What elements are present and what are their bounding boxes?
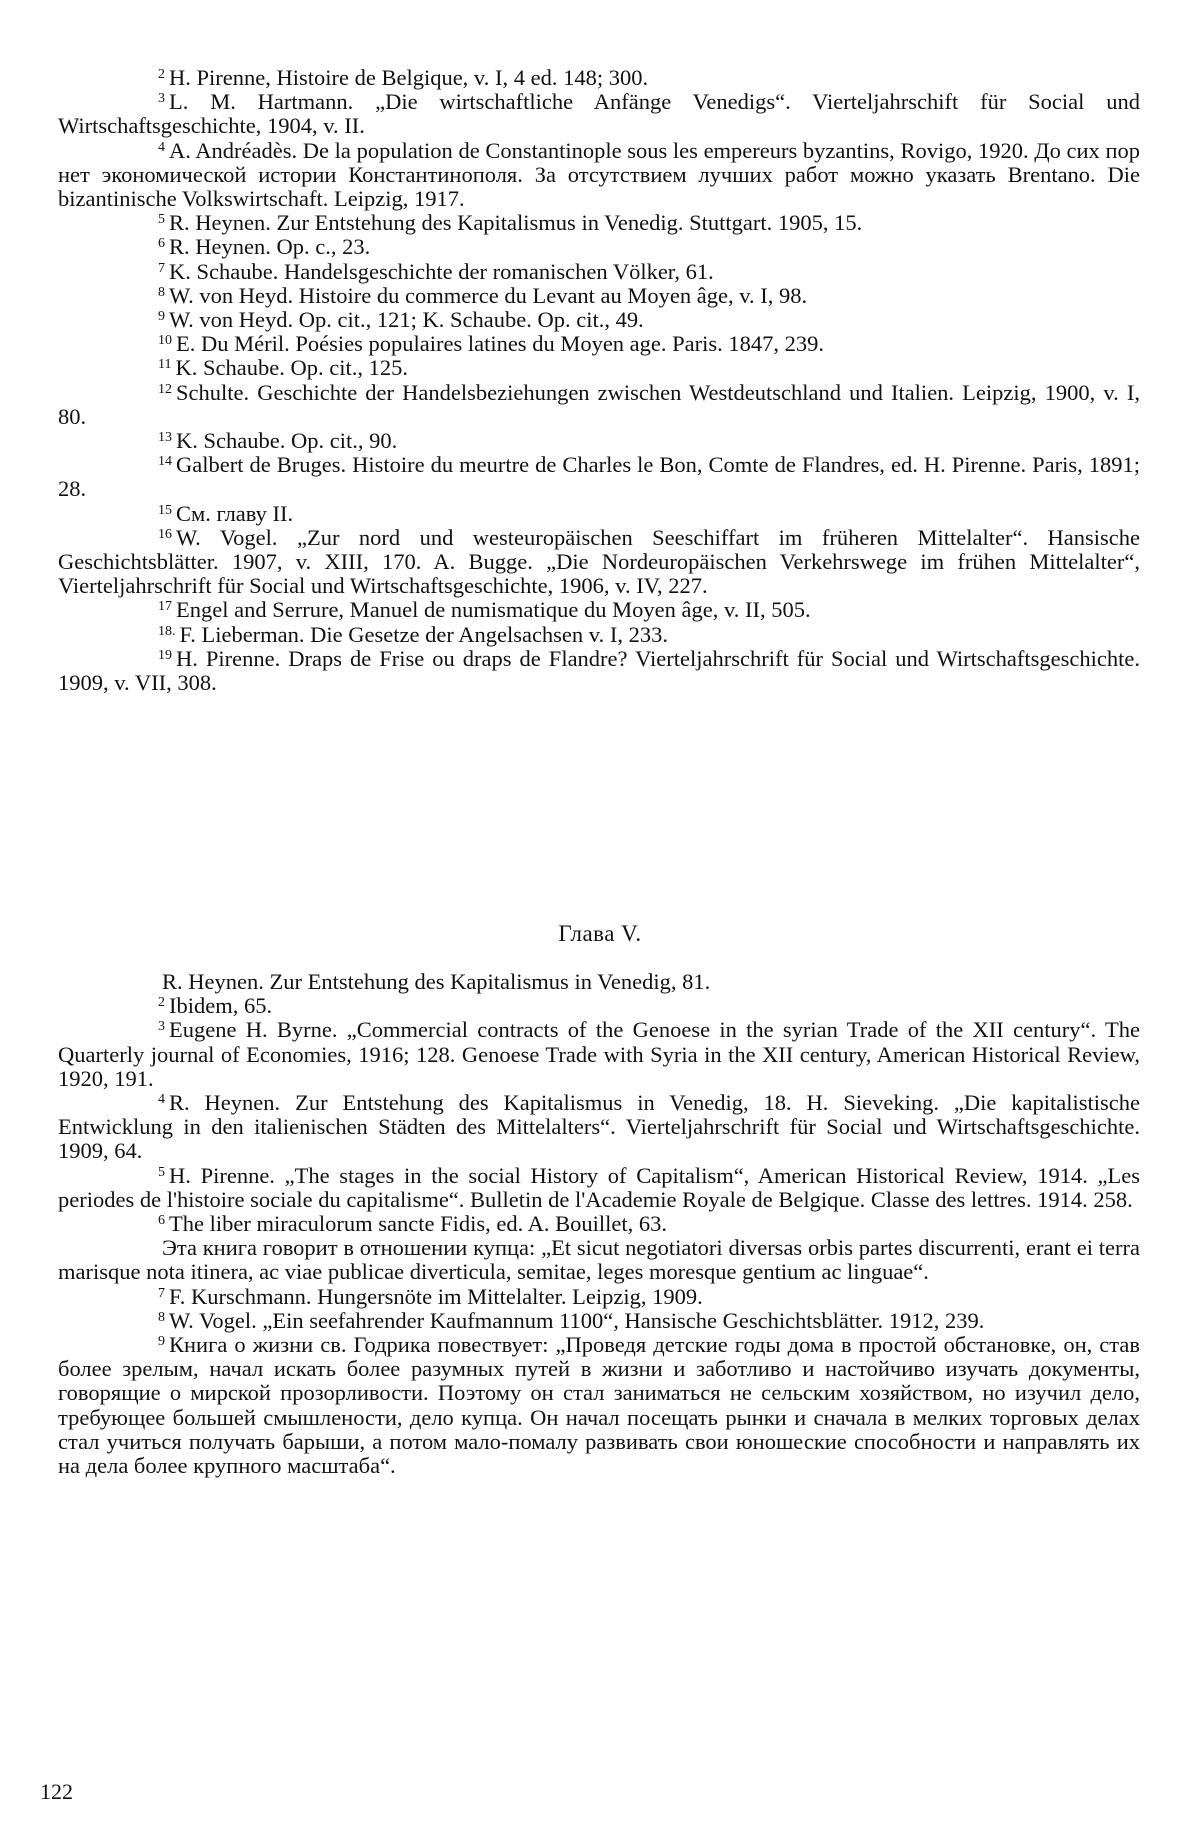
footnote xyxy=(58,1018,1140,1091)
footnote-text: L. M. Hartmann. „Die wirtschaftliche Anfänge Venedigs“. Vierteljahrschift für Social und Wirtschaftsgeschichte, 1904, v. II. xyxy=(58,89,1140,138)
footnote-number: 4 xyxy=(158,140,165,155)
footnote-number: 14 xyxy=(158,454,172,469)
footnote-text: См. главу II. xyxy=(176,501,293,526)
footnote-number: 9 xyxy=(158,1334,165,1349)
footnote-text: Эта книга говорит в отношении купца: „Et sicut negotiatori diversas orbis partes discurrenti, erant ei terra marisque nota itinera, ac viae publicae diverticula, semitae, leges moresque gentium ac linguae“. xyxy=(58,1235,1140,1284)
footnote xyxy=(58,66,1140,90)
footnote-number: 7 xyxy=(158,261,165,276)
footnotes-chapter-4 xyxy=(58,66,1140,695)
footnote xyxy=(58,623,1140,647)
footnote-text: R. Heynen. Zur Entstehung des Kapitalismus in Venedig, 81. xyxy=(162,969,710,994)
footnote-text: K. Schaube. Op. cit., 90. xyxy=(176,428,397,453)
footnote xyxy=(58,1285,1140,1309)
footnote-number: 15 xyxy=(158,503,172,518)
page-number: 122 xyxy=(40,1780,73,1804)
footnote-number: 4 xyxy=(158,1092,165,1107)
footnote-number: 9 xyxy=(158,309,165,324)
footnote xyxy=(58,1091,1140,1164)
footnote-number: 8 xyxy=(158,285,165,300)
footnote xyxy=(58,970,1140,994)
footnote-text: R. Heynen. Op. c., 23. xyxy=(169,234,370,259)
footnote xyxy=(58,332,1140,356)
footnote-text: The liber miraculorum sancte Fidis, ed. A. Bouillet, 63. xyxy=(169,1211,667,1236)
footnote xyxy=(58,647,1140,695)
footnote-number: 12 xyxy=(158,382,172,397)
footnote-text: Schulte. Geschichte der Handelsbeziehungen zwischen Westdeutschland und Italien. Leipzig, 1900, v. I, 80. xyxy=(58,380,1140,429)
footnote-text: W. von Heyd. Histoire du commerce du Levant au Moyen âge, v. I, 98. xyxy=(169,283,807,308)
footnote-number: 6 xyxy=(158,1213,165,1228)
footnote xyxy=(58,598,1140,622)
footnote-text: R. Heynen. Zur Entstehung des Kapitalismus in Venedig. Stuttgart. 1905, 15. xyxy=(169,210,862,235)
footnote-text: K. Schaube. Op. cit., 125. xyxy=(175,355,407,380)
footnote-number: 19 xyxy=(158,648,172,663)
footnote-number: 3 xyxy=(158,1019,165,1034)
footnote xyxy=(58,284,1140,308)
footnote-number: 11 xyxy=(158,357,171,372)
footnote-number: 3 xyxy=(158,91,165,106)
footnote-text: H. Pirenne, Histoire de Belgique, v. I, 4 ed. 148; 300. xyxy=(169,65,648,90)
footnote-text: E. Du Méril. Poésies populaires latines du Moyen age. Paris. 1847, 239. xyxy=(176,331,824,356)
footnote-text: W. Vogel. „Zur nord und westeuropäischen Seeschiffart im früheren Mittelalter“. Hansische Geschichtsblätter. 1907, v. XIII, 170. A. Bugge. „Die Nordeuropäischen Verkehrswege im frühen Mittelalter“, Vierteljahrschrift für Social und Wirtschaftsgeschichte, 1906, v. IV, 227. xyxy=(58,525,1140,598)
footnotes-chapter-5 xyxy=(58,970,1140,1478)
footnote xyxy=(58,211,1140,235)
footnote-number: 7 xyxy=(158,1286,165,1301)
footnote xyxy=(58,994,1140,1018)
footnote-text: F. Kurschmann. Hungersnöte im Mittelalter. Leipzig, 1909. xyxy=(169,1284,703,1309)
footnote-text: K. Schaube. Handelsgeschichte der romanischen Völker, 61. xyxy=(169,259,714,284)
footnote-number: 10 xyxy=(158,333,172,348)
footnote xyxy=(58,139,1140,212)
footnote-number: 13 xyxy=(158,430,172,445)
footnote xyxy=(58,356,1140,380)
footnote-number: 6 xyxy=(158,236,165,251)
footnote xyxy=(58,381,1140,429)
book-page xyxy=(0,0,1200,1840)
footnote-text: W. von Heyd. Op. cit., 121; K. Schaube. Op. cit., 49. xyxy=(169,307,644,332)
footnote xyxy=(58,1212,1140,1236)
footnote xyxy=(58,526,1140,599)
footnote-text: Ibidem, 65. xyxy=(169,993,272,1018)
footnote-number: 2 xyxy=(158,995,165,1010)
footnote-number: 8 xyxy=(158,1310,165,1325)
footnote-number: 16 xyxy=(158,527,172,542)
footnote xyxy=(58,308,1140,332)
footnote-text: H. Pirenne. „The stages in the social History of Capitalism“, American Historical Review, 1914. „Les periodes de l'histoire sociale du capitalisme“. Bulletin de l'Academie Royale de Belgique. Classe des lettres. 1914. 258. xyxy=(58,1163,1140,1212)
footnote xyxy=(58,235,1140,259)
footnote-number: 2 xyxy=(158,67,165,82)
footnote-number: 5 xyxy=(158,1165,165,1180)
footnote-text: H. Pirenne. Draps de Frise ou draps de Flandre? Vierteljahrschrift für Social und Wirtschaftsgeschichte. 1909, v. VII, 308. xyxy=(58,646,1140,695)
footnote xyxy=(58,1333,1140,1478)
footnote xyxy=(58,453,1140,501)
footnote-text: W. Vogel. „Ein seefahrender Kaufmannum 1100“, Hansische Geschichtsblätter. 1912, 239. xyxy=(169,1308,984,1333)
footnote-number: 17 xyxy=(158,599,172,614)
footnote-text: Galbert de Bruges. Histoire du meurtre de Charles le Bon, Comte de Flandres, ed. H. Pirenne. Paris, 1891; 28. xyxy=(58,452,1140,501)
footnote xyxy=(58,1164,1140,1212)
footnote-text: Eugene H. Byrne. „Commercial contracts of the Genoese in the syrian Trade of the XII century“. The Quarterly journal of Economies, 1916; 128. Genoese Trade with Syria in the XII century, American Historical Review, 1920, 191. xyxy=(58,1017,1140,1090)
footnote-text: R. Heynen. Zur Entstehung des Kapitalismus in Venedig, 18. H. Sieveking. „Die kapitalistische Entwicklung in den italienischen Städten des Mittelalters“. Vierteljahrschrift für Social und Wirtschaftsgeschichte. 1909, 64. xyxy=(58,1090,1140,1163)
footnote-continuation xyxy=(58,1236,1140,1284)
footnote xyxy=(58,260,1140,284)
footnote xyxy=(58,1309,1140,1333)
footnote-number: 5 xyxy=(158,212,165,227)
footnote-text: A. Andréadès. De la population de Constantinople sous les empereurs byzantins, Rovigo, 1920. До сих пор нет экономической истории Константинополя. За отсутствием лучших работ можно указать Brentano. Die bizantinische Volkswirtschaft. Leipzig, 1917. xyxy=(58,138,1140,211)
chapter-title: Глава V. xyxy=(0,921,1200,947)
footnote xyxy=(58,502,1140,526)
footnote-text: Книга о жизни св. Годрика повествует: „Проведя детские годы дома в простой обстановке, он, став более зрелым, начал искать более разумных путей в жизни и заботливо и настойчиво изучать документы, говорящие о мирской прозорливости. Поэтому он стал заниматься не сельским хозяйством, но изучил дело, требующее большей смышлености, дело купца. Он начал посещать рынки и сначала в мелких торговых делах стал учиться получать барыши, а потом мало-помалу развивать свои юношеские способности и направлять их на дела более крупного масштаба“. xyxy=(58,1332,1140,1478)
footnote-text: Engel and Serrure, Manuel de numismatique du Moyen âge, v. II, 505. xyxy=(176,597,811,622)
footnote-text: F. Lieberman. Die Gesetze der Angelsachsen v. I, 233. xyxy=(180,622,668,647)
footnote xyxy=(58,90,1140,138)
footnote xyxy=(58,429,1140,453)
footnote-number: 18. xyxy=(158,624,176,639)
